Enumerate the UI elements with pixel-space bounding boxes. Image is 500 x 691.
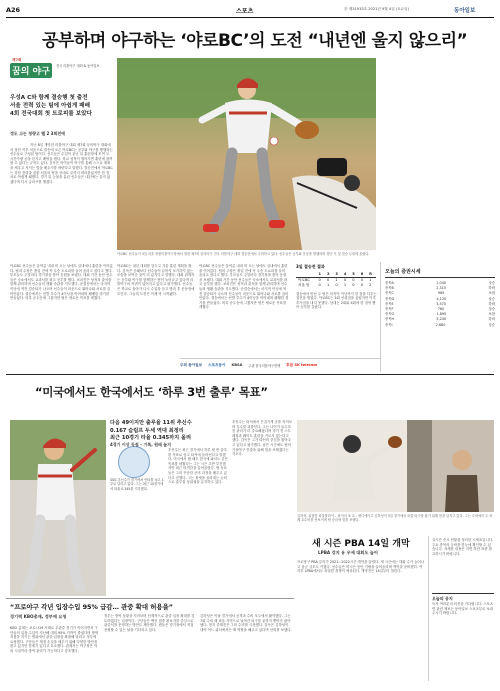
section3-deck: 경기력 KBO총재, 정부에 요청: [10, 614, 67, 619]
sponsor-strip: [180, 358, 380, 371]
section2-body-left: 추신수는 최근 경기에서 하루 세 번 출루를 목표로 삼고 타석에 들어선다고 말했다. 미국에서 뛸 때도 한국에 와서도 같은 목표를 세웠다는 그는 시즌 초반 부진했지만 최근 타격감을 끌어올렸다. 팀 동료들은 그의 꾸준한 준비 과정을 배우고 있다고 전했다. 그는 볼넷을 골라내는 능력으로 출루율 상위권을 유지하고 있다.: [168, 448, 228, 485]
score-table: [296, 272, 376, 289]
score-head-cell: 4: [342, 272, 350, 278]
section3-body-3: 김하성은 이날 경기에서 공격과 수비 모두에서 활약했다. 그는 7회 수비 때 파울 지역으로 날아간 타구를 끝까지 쫓아가 잡아냈다. 현지 중계진은 그의 수비를 극찬했다. 감독은 김하성이 내야 어느 위치에서든 제 역할을 해주고 있다며 신뢰를 보냈다.: [200, 614, 292, 632]
newspaper-brand: 동아일보: [454, 8, 476, 14]
badge-top: 제7회: [12, 58, 22, 62]
section-rule: [6, 374, 494, 375]
sidebar-cell: 760: [437, 307, 445, 312]
score-head-cell: 2: [325, 272, 333, 278]
sidebar-cell: 2,315: [436, 286, 447, 291]
sidebar-cell: 종목G: [385, 312, 395, 317]
score-cell: 0: [326, 278, 330, 283]
sidebar-list: [385, 281, 495, 328]
sidebar-cell: 종목E: [385, 301, 394, 306]
page-number: A26: [6, 6, 21, 14]
sidebar-cell: 5,240: [436, 317, 447, 322]
date-info: ⑮ 제31933호 2021년 9월 4일 (토요일): [344, 7, 410, 11]
section2-photo-caption: SSG 추신수가 경기에서 안타를 치고 1루로 달리고 있다. 그는 최근 10경기에서 타율 0.345를 기록했다.: [110, 478, 164, 491]
score-cell: 1: [326, 283, 330, 288]
score-cell: 1: [343, 283, 347, 288]
section3-headline: “프로야구 각년 입장수입 95% 급감… 관중 확대 허용을”: [10, 603, 173, 611]
score-cell: 0: [352, 283, 355, 288]
sidebar-cell: 1,040: [436, 281, 447, 285]
ssg-logo: [118, 446, 150, 478]
lead-body-col1: 지난 8일 개막한 리틀야구 대회 제7회 꿈의야구 대회에서 창단 이후 처음으로 결승에 오른 야로BC는 공부와 야구를 병행하는 선수들로 구성된 팀이다. 선수들은 수업이 끝난 뒤 훈련장에 모여 두 시간가량 공을 던지고 배팅을 했다. 학교 성적이 떨어지면 훈련에 참여할 수 없다는 규칙도 있다. 감독은 아이들이 야구를 통해 스스로 계획을 세우고 지키는 법을 배우기를 바란다고 말했다. 결승전에서 야로BC는 강한 전력을 갖춘 서울의 팀을 상대로 끝까지 따라붙었지만 한 점 차로 아쉽게 패했다. 경기 뒤 눈물을 흘린 선수들은 내년에는 울지 않겠다며 다시 글러브를 챙겼다.: [10, 143, 113, 184]
section2-deck-2: 0.167 슬럼프 두세 역대 최정리: [110, 427, 184, 434]
section2-body-right: 추신수는 타석에서 끈질기게 공을 지켜보며 투수를 괴롭힌다. 그는 나이가 들수록 몸 관리가 더 중요해졌다며 경기 전 스트레칭과 웨이트 훈련을 거르지 않는다고 했다. 감독은 그가 타선의 중심을 잡아주고 있다고 평가했다. 남은 시즌에도 팀의 가을야구 진출을 위해 힘을 보태겠다는 각오다.: [232, 420, 292, 457]
sidebar-cell: 보합: [488, 291, 495, 296]
section4-headline: 새 시즌 PBA 14일 개막: [312, 539, 410, 549]
lead-byline: 정도 고는 청량고 벨 2 3회전에: [10, 131, 66, 136]
sidebar-cell: 하락: [488, 301, 495, 306]
sidebar-cell: 985: [437, 291, 445, 296]
sidebar2-divider: [428, 536, 429, 681]
sidebar-cell: 1,895: [436, 312, 447, 317]
score-cell: 2: [369, 283, 372, 288]
badge-side: 전국 리틀야구 대회 & 동아일보: [56, 64, 100, 68]
sidebar-cell: 2,680: [435, 322, 446, 327]
sidebar2-notice-title: 오늘의 공지: [432, 593, 494, 602]
score-cell: 서울 팀: [298, 283, 310, 288]
lead-body-col3: 야로BC는 내년 대회를 앞두고 겨울 훈련 계획을 짰다. 감독은 승패보다 선수들이 끝까지 포기하지 않는 모습을 보여준 것이 더 값지다고 말했다. 대회 관계자는 공부와 야구를 함께하는 팀이 늘어나고 있다며 리틀야구의 저변이 넓어지고 있다고 평가했다. 선수들은 학교로 돌아가 다시 수업을 듣고 방과 후 운동장에 모인다. 그들의 도전은 이제 막 시작됐다.: [117, 264, 195, 296]
score-box: [296, 264, 378, 356]
sidebar-cell: 상승: [488, 296, 495, 301]
section2-deck-3: 최근 10경기 타율 0.345까지 올려: [110, 435, 191, 441]
score-head-cell: 1: [317, 272, 325, 278]
sidebar2-notice: 독자 여러분의 의견을 기다립니다. 스포츠면 관련 제보는 동아일보 스포츠부로 보내주시기 바랍니다.: [432, 602, 494, 616]
section3-body-2: 정부는 방역 상황을 지켜보며 단계적으로 관중 입장 확대를 검토하겠다는 입장이다. 구단들은 백신 접종 완료자를 중심으로 관중석을 운영하는 방안도 제안했다. 팬들은 경기장에서 직접 응원할 수 있는 날을 기다리고 있다.: [104, 614, 195, 632]
score-row: [296, 283, 376, 288]
score-cell: 0: [360, 278, 364, 283]
lead-photo: [117, 58, 376, 250]
score-head-cell: 6: [359, 272, 367, 278]
sidebar-divider: [380, 262, 381, 372]
section4-body: 프로당구 PBA 투어가 2021∼2022시즌 개막을 알렸다. 새 시즌에는 대회 수가 늘어나고 상금 규모도 커졌다. 선수들은 비시즌 동안 기량을 끌어올리며 개막을 준비했다. 여자부 LPBA에서도 치열한 경쟁이 예상된다. 개막전은 14일부터 열린다.: [297, 560, 425, 574]
sponsor-3: 주관 한국리틀야구연맹: [248, 363, 281, 368]
sponsor-0: 주최 동아일보: [180, 362, 203, 367]
sidebar-cell: 하락: [488, 317, 495, 322]
badge-main: 꿈의 야구: [10, 63, 52, 78]
lead-body-col2: 야로BC 선수들은 올여름 내내 비 오는 날에도 실내에서 훈련을 이어갔다. 팀의 주장은 졸업 전에 꼭 우승 트로피를 들어 올리고 싶다고 했다. 부모들도 주말마다 경기장을 찾아 응원을 보냈다. 대회 기간 동안 선수들은 숙소에서도 교과서를 펴고 공부를 했다. 코치진은 성적과 출석을 함께 관리하며 선수들의 생활 습관을 지도했다. 준결승에서는 마지막 이닝에 역전 결승타가 나오며 선수들이 마운드로 뛰어나와 서로를 끌어안았다. 결승에서는 선발 투수가 4이닝을 막아내며 팽팽한 경기를 만들었다. 비록 준우승에 그쳤지만 팀은 새로운 목표를 세웠다.: [10, 264, 113, 301]
section2-deck-1: 다음 49이지만 출루율 11위 추신수: [110, 420, 192, 426]
score-box-body: 결승에서 만난 두 팀은 마지막 이닝까지 한 점을 다투는 접전을 벌였다. 야로BC는 3회 선취점을 올렸지만 이후 추가점을 내지 못했다. 상대는 2회와 4회에 한 점씩 뽑아 승부를 갈랐다.: [296, 291, 377, 310]
sidebar-cell: 종목I: [385, 322, 393, 327]
score-cell: 0: [360, 283, 364, 288]
sidebar2: [432, 538, 494, 662]
lead-headline: 공부하며 야구하는 ‘야로BC’의 도전 “내년엔 울지 않으리”: [42, 31, 468, 51]
sidebar2-body: 실시간 증시 현황을 정리한 시세표입니다. 주요 종목의 등락을 한눈에 확인할 수 있습니다. 자세한 내용은 지면 하단 표를 참고하시기 바랍니다.: [432, 538, 494, 556]
sponsor-4: 후원 SK telecom: [286, 362, 318, 367]
score-cell: 1: [369, 278, 372, 283]
section3-rule: [6, 598, 294, 599]
sponsor-2: KBSA: [231, 363, 243, 367]
sidebar-cell: 종목H: [385, 317, 395, 322]
sidebar-cell: 종목B: [385, 286, 394, 291]
section4-deck: LPBA 강지 유 우세 대회도 늘어: [318, 550, 378, 555]
score-cell: 0: [352, 278, 355, 283]
score-cell: 0: [318, 283, 321, 288]
sidebar-cell: 종목D: [385, 296, 395, 301]
section3-body: KBO 총재는 코로나19 사태로 무관중 경기가 이어지면서 구단들의 입장 수입이 지난해 대비 95% 가까이 줄었다며 방역 지침을 지키는 범위에서 관중 입장을 확대해 달라고 정부에 요청했다. 구단들은 재정 손실을 메우기 위해 다양한 방안을 찾고 있지만 한계가 있다고 호소했다. 관계자는 야구장은 야외 시설이라 방역 관리가 가능하다고 강조했다.: [10, 626, 99, 653]
sidebar-cell: 4,120: [436, 296, 447, 301]
lead-deck-2: 서울 전력 있는 팀에 아쉽게 패배: [10, 103, 90, 109]
score-cell: 0: [318, 278, 321, 283]
sidebar-cell: 종목A: [385, 281, 394, 285]
sidebar-cell: 보합: [488, 312, 495, 317]
section2-headline: “미국에서도 한국에서도 ‘하루 3번 출루’ 목표”: [35, 385, 268, 399]
lead-deck-3: 4회 전국대회 첫 트로피를 보았다: [10, 111, 92, 117]
section-label: 스포츠: [236, 8, 254, 15]
lead-body-col4: 야로BC 선수들은 올여름 내내 비 오는 날에도 실내에서 훈련을 이어갔다. 팀의 주장은 졸업 전에 꼭 우승 트로피를 들어 올리고 싶다고 했다. 부모들도 주말마다 경기장을 찾아 응원을 보냈다. 대회 기간 동안 선수들은 숙소에서도 교과서를 펴고 공부를 했다. 코치진은 성적과 출석을 함께 관리하며 선수들의 생활 습관을 지도했다. 준결승에서는 마지막 이닝에 역전 결승타가 나오며 선수들이 마운드로 뛰어나와 서로를 끌어안았다. 결승에서는 선발 투수가 4이닝을 막아내며 팽팽한 경기를 만들었다. 비록 준우승에 그쳤지만 팀은 새로운 목표를 세웠다.: [199, 264, 289, 310]
section2-photo-fielder: [297, 420, 494, 512]
sidebar-cell: 상승: [488, 322, 495, 327]
sidebar-cell: 종목C: [385, 291, 394, 296]
sidebar-cell: 종목F: [385, 307, 394, 312]
score-cell: 0: [343, 278, 347, 283]
score-box-title: 3일 결승전 결과: [296, 264, 325, 269]
event-badge: [10, 58, 105, 86]
score-head-cell: 5: [350, 272, 358, 278]
lead-deck-1: 우성A C와 함께 결승행 첫 출전: [10, 95, 88, 101]
score-head-cell: R: [367, 272, 376, 278]
sidebar-cell: 상승: [488, 281, 495, 285]
section2-deck-4: 4경기 이상 득점 – 기록, 원래 높지: [110, 442, 172, 447]
masthead-rule: [6, 17, 494, 18]
sidebar-cell: 하락: [488, 286, 495, 291]
score-head-cell: 3: [333, 272, 341, 278]
section2-photo-batter: [10, 420, 106, 596]
sidebar-row: [385, 323, 495, 328]
sponsor-1: 스포츠동아: [208, 362, 226, 367]
section2-right-caption: 김하성, 위험한 파울플라이 – 파이어 폭 호 : 샌디에이고 김하성이 3일 경기에서 파울 타구를 잡기 위해 몸을 던지고 있다. 그는 수비에서 두 차례 호수비를 선보이며 팀 승리에 힘을 보탰다.: [297, 514, 493, 523]
sidebar-stocks: [385, 268, 495, 328]
score-cell: 1: [335, 278, 338, 283]
lead-photo-caption: 야로BC 선수들이 3일 서울 장충리틀야구장에서 열린 제7회 꿈의야구 전국 리틀야구 대회 결승전에서 수비하고 있다. 선수들은 공부와 운동을 병행하며 창단 후 첫 결승 무대에 올랐다.: [117, 252, 370, 256]
score-cell: 야로BC: [298, 278, 310, 283]
sidebar-cell: 상승: [488, 307, 495, 312]
score-cell: 0: [335, 283, 338, 288]
sidebar-title: 오늘의 증권시세: [385, 268, 495, 278]
sidebar-cell: 3,570: [436, 301, 446, 306]
